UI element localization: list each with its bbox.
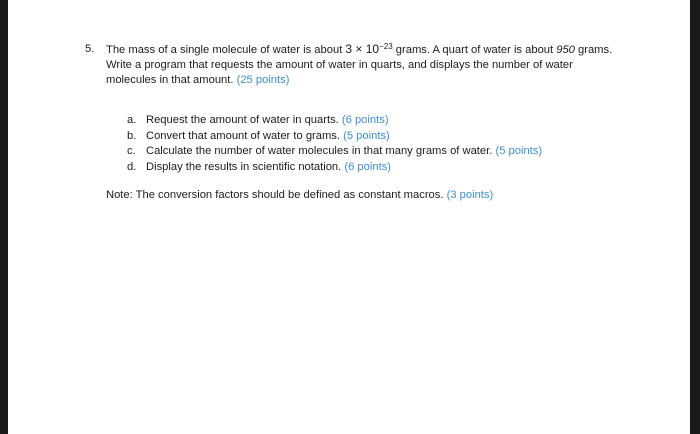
subpart-a bbox=[127, 113, 627, 129]
water-mass-expression bbox=[345, 42, 392, 56]
total-points: (25 points) bbox=[236, 74, 290, 86]
question-5 bbox=[85, 42, 626, 201]
question-intro-start: The mass of a single molecule of water is about bbox=[106, 44, 346, 56]
subpart-points: (5 points) bbox=[343, 129, 390, 142]
subpart-text: Calculate the number of water molecules in that many grams of water. bbox=[146, 145, 493, 157]
subpart-points: (6 points) bbox=[344, 160, 392, 173]
subpart-letter: d. bbox=[127, 160, 137, 173]
subpart-letter: b. bbox=[127, 129, 137, 142]
subpart-letter: c. bbox=[127, 145, 136, 157]
water-mass-base: 3 × 10 bbox=[345, 42, 380, 56]
note-text: Note: The conversion factors should be defined as constant macros. bbox=[106, 189, 444, 201]
subpart-d bbox=[127, 160, 627, 176]
subpart-c bbox=[127, 144, 627, 160]
subpart-points: (5 points) bbox=[495, 145, 543, 157]
subpart-letter: a. bbox=[127, 114, 137, 126]
document-page bbox=[8, 0, 690, 434]
quart-grams-value: 950 bbox=[556, 44, 575, 56]
question-body bbox=[106, 42, 626, 88]
question-intro-rest: grams. Write a program that requests the amount of water in quarts, and displays the number of water molecules in that amount. bbox=[106, 44, 613, 86]
water-mass-exponent: −23 bbox=[379, 42, 393, 51]
subpart-points: (6 points) bbox=[341, 114, 389, 126]
note-points: (3 points) bbox=[446, 189, 494, 201]
question-intro-middle: grams. A quart of water is about bbox=[392, 44, 557, 56]
subpart-b bbox=[127, 129, 627, 145]
note bbox=[106, 188, 626, 203]
subpart-text: Convert that amount of water to grams. bbox=[146, 129, 341, 142]
subpart-text: Request the amount of water in quarts. bbox=[146, 114, 339, 126]
question-number: 5. bbox=[85, 43, 95, 55]
subpart-text: Display the results in scientific notation. bbox=[146, 160, 342, 173]
subparts-list bbox=[127, 113, 627, 175]
